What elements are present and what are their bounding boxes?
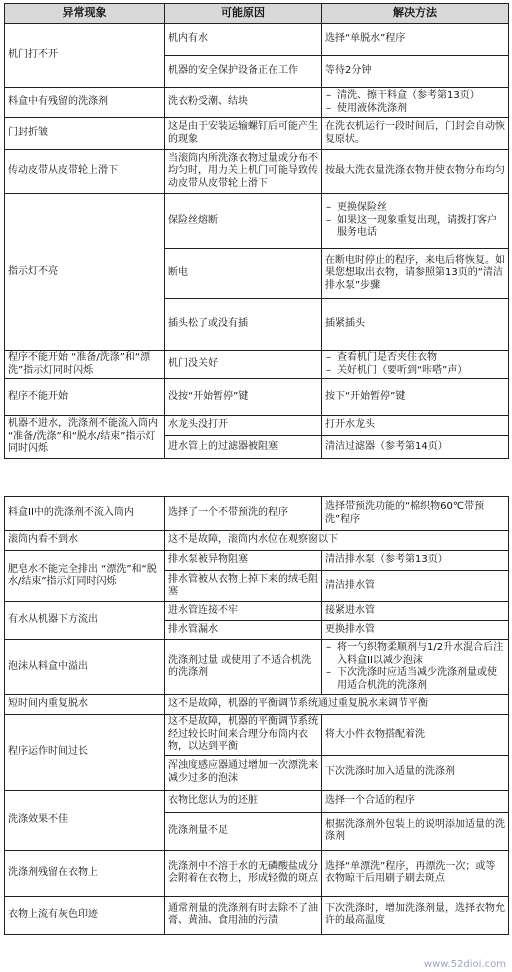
cause-cell: 衣物比您认为的还脏 [165,790,322,812]
solution-cell [322,896,509,934]
table-row [5,194,509,249]
cause-cell: 洗衣粉受潮、结块 [165,88,322,118]
solution-cell [322,379,509,416]
phenomenon-cell: 滚筒内看不到水 [5,531,165,551]
phenomenon-cell: 泡沫从料盒中溢出 [5,640,165,695]
table-row [5,416,509,436]
solution-cell [322,640,509,695]
solution-text: 下次洗涤时加入适量的洗涤剂 [325,766,455,778]
solution-item: – 关好机门（要听到“咔嗒”声） [337,365,505,378]
solution-cell [322,118,509,150]
table-row [5,790,509,812]
cause-cell: 浑浊度感应器通过增加一次漂洗来减少过多的泡沫 [165,755,322,790]
solution-text: 按下“开始暂停”键 [325,390,406,402]
solution-text: 在洗衣机运行一段时间后，门封会自动恢复原状。 [325,121,505,145]
phenomenon-cell: 程序不能开始 “准备/洗涤”和“漂洗”指示灯同时闪烁 [5,351,165,379]
solution-text: 下次洗涤时，增加洗涤剂量，选择衣物允许的最高温度 [325,902,505,926]
solution-cell [322,24,509,56]
phenomenon-cell: 料盒中有残留的洗涤剂 [5,88,165,118]
solution-cell [322,436,509,459]
watermark: www.52dioi.com [423,959,506,970]
solution-cell [322,299,509,351]
solution-cell [322,602,509,621]
solution-cell [322,812,509,850]
solution-cell [322,416,509,436]
phenomenon-cell: 传动皮带从皮带轮上滑下 [5,150,165,194]
table-row [5,896,509,934]
cause-cell: 洗涤剂中不溶于水的无磷酸盐成分会附着在衣物上，形成轻微的斑点 [165,850,322,896]
table-row [5,715,509,756]
cause-cell: 洗涤剂量不足 [165,812,322,850]
solution-text: 等待2分钟 [325,65,372,77]
cause-cell: 洗涤剂过量 或使用了不适合机洗的洗涤剂 [165,640,322,695]
phenomenon-cell: 衣物上流有灰色印迹 [5,896,165,934]
solution-cell [322,150,509,194]
table-row [5,118,509,150]
solution-item: – 使用液体洗涤剂 [337,103,505,116]
cause-cell: 这不是故障，机器的平衡调节系统通过重复脱水来调节平衡 [165,695,509,715]
phenomenon-cell: 洗涤剂残留在衣物上 [5,850,165,896]
cause-cell: 进水管上的过滤器被阻塞 [165,436,322,459]
table-row [5,602,509,621]
solution-item: – 更换保险丝 [337,202,505,215]
cause-cell: 当滚筒内所洗涤衣物过量或分布不均匀时，用力关上机门可能导致传动皮带从皮带轮上滑下 [165,150,322,194]
cause-cell: 这不是故障，滚筒内水位在观察窗以下 [165,531,509,551]
solution-cell [322,755,509,790]
solution-text: 按最大洗衣量洗涤衣物并使衣物分布均匀 [325,165,505,177]
table-row [5,850,509,896]
table-row [5,531,509,551]
phenomenon-cell: 料盒II中的洗涤剂不流入筒内 [5,497,165,531]
cause-cell: 这是由于安装运输螺钉后可能产生的现象 [165,118,322,150]
phenomenon-cell: 机器不进水，洗涤剂不能流入筒内 “准备/洗涤”和“脱水/结束”指示灯同时闪烁 [5,416,165,459]
solution-item: – 将一勺织物柔顺剂与1/2升水混合后注入料盒II以减少泡沫 [337,642,505,667]
table-row [5,351,509,379]
solution-item: – 如果这一现象重复出现，请拨打客户服务电话 [337,215,505,240]
solution-text: 插紧插头 [325,318,365,330]
solution-text: 打开水龙头 [325,419,375,431]
cause-cell: 水龙头没打开 [165,416,322,436]
troubleshooting-table-2 [4,496,509,935]
phenomenon-cell: 有水从机器下方流出 [5,602,165,640]
table-row [5,640,509,695]
table-row [5,695,509,715]
solution-text: 选择一个合适的程序 [325,794,415,806]
header-cause: 可能原因 [165,4,322,24]
solution-text: 根据洗涤剂外包装上的说明添加适量的洗涤剂 [325,818,505,842]
solution-text: 清洁过滤器（参考第14页） [325,440,448,452]
table-row [5,88,509,118]
cause-cell: 通常剂量的洗涤剂有时去除不了油膏、黄油、食用油的污渍 [165,896,322,934]
phenomenon-cell: 指示灯不亮 [5,194,165,351]
cause-cell: 断电 [165,249,322,299]
troubleshooting-table-1 [4,3,509,459]
table-row [5,150,509,194]
solution-text: 更换排水管 [325,623,375,635]
solution-text: 选择“单脱水”程序 [325,33,406,45]
cause-cell: 排水管被从衣物上掉下来的绒毛阻塞 [165,571,322,602]
header-phenomenon: 异常现象 [5,4,165,24]
cause-cell: 插头松了或没有插 [165,299,322,351]
solution-cell [322,88,509,118]
solution-text: 选择“单漂洗”程序，再漂洗一次；或等衣物晾干后用刷子刷去斑点 [325,860,496,884]
solution-text: 清洁排水泵（参考第13页） [325,554,448,566]
table-row [5,379,509,416]
solution-item: – 下次洗涤时应适当减少洗涤剂量或使用适合机洗的洗涤剂 [337,667,505,692]
solution-cell [322,850,509,896]
solution-cell [322,194,509,249]
header-solution: 解决方法 [322,4,509,24]
solution-text: 选择带预洗功能的“棉织物60℃带预洗”程序 [325,501,485,525]
phenomenon-cell: 程序运作时间过长 [5,715,165,791]
solution-item: – 清洗、擦干料盒（参考第13页） [337,90,505,103]
cause-cell: 排水管漏水 [165,621,322,640]
table-row [5,24,509,56]
solution-cell [322,551,509,571]
solution-cell [322,249,509,299]
table-row [5,551,509,571]
cause-cell: 这不是故障，机器的平衡调节系统经过较长时间来合理分布筒内衣物，以达到平衡 [165,715,322,756]
phenomenon-cell: 机门打不开 [5,24,165,88]
table-row [5,497,509,531]
solution-cell [322,497,509,531]
cause-cell: 没按“开始暂停”键 [165,379,322,416]
solution-cell [322,56,509,88]
phenomenon-cell: 短时间内重复脱水 [5,695,165,715]
phenomenon-cell: 洗涤效果不佳 [5,790,165,850]
cause-cell: 机门没关好 [165,351,322,379]
phenomenon-cell: 程序不能开始 [5,379,165,416]
phenomenon-cell: 门封折皱 [5,118,165,150]
cause-cell: 进水管连接不牢 [165,602,322,621]
solution-text: 接紧进水管 [325,604,375,616]
solution-cell [322,621,509,640]
cause-cell: 机内有水 [165,24,322,56]
cause-cell: 机器的安全保护设备正在工作 [165,56,322,88]
solution-text: 清洁排水管 [325,579,375,591]
cause-cell: 保险丝熔断 [165,194,322,249]
solution-cell [322,351,509,379]
solution-cell [322,790,509,812]
phenomenon-cell: 肥皂水不能完全排出 “漂洗”和“脱水/结束”指示灯同时闪烁 [5,551,165,602]
solution-cell [322,571,509,602]
cause-cell: 排水泵被异物阻塞 [165,551,322,571]
solution-text: 在断电时停止的程序，来电后将恢复。如果您想取出衣物，请参照第13页的“清洁排水泵”步骤 [325,254,505,291]
solution-text: 将大小件衣物搭配着洗 [325,728,425,740]
solution-cell [322,715,509,756]
cause-cell: 选择了一个不带预洗的程序 [165,497,322,531]
solution-item: – 查看机门是否夹住衣物 [337,352,505,365]
